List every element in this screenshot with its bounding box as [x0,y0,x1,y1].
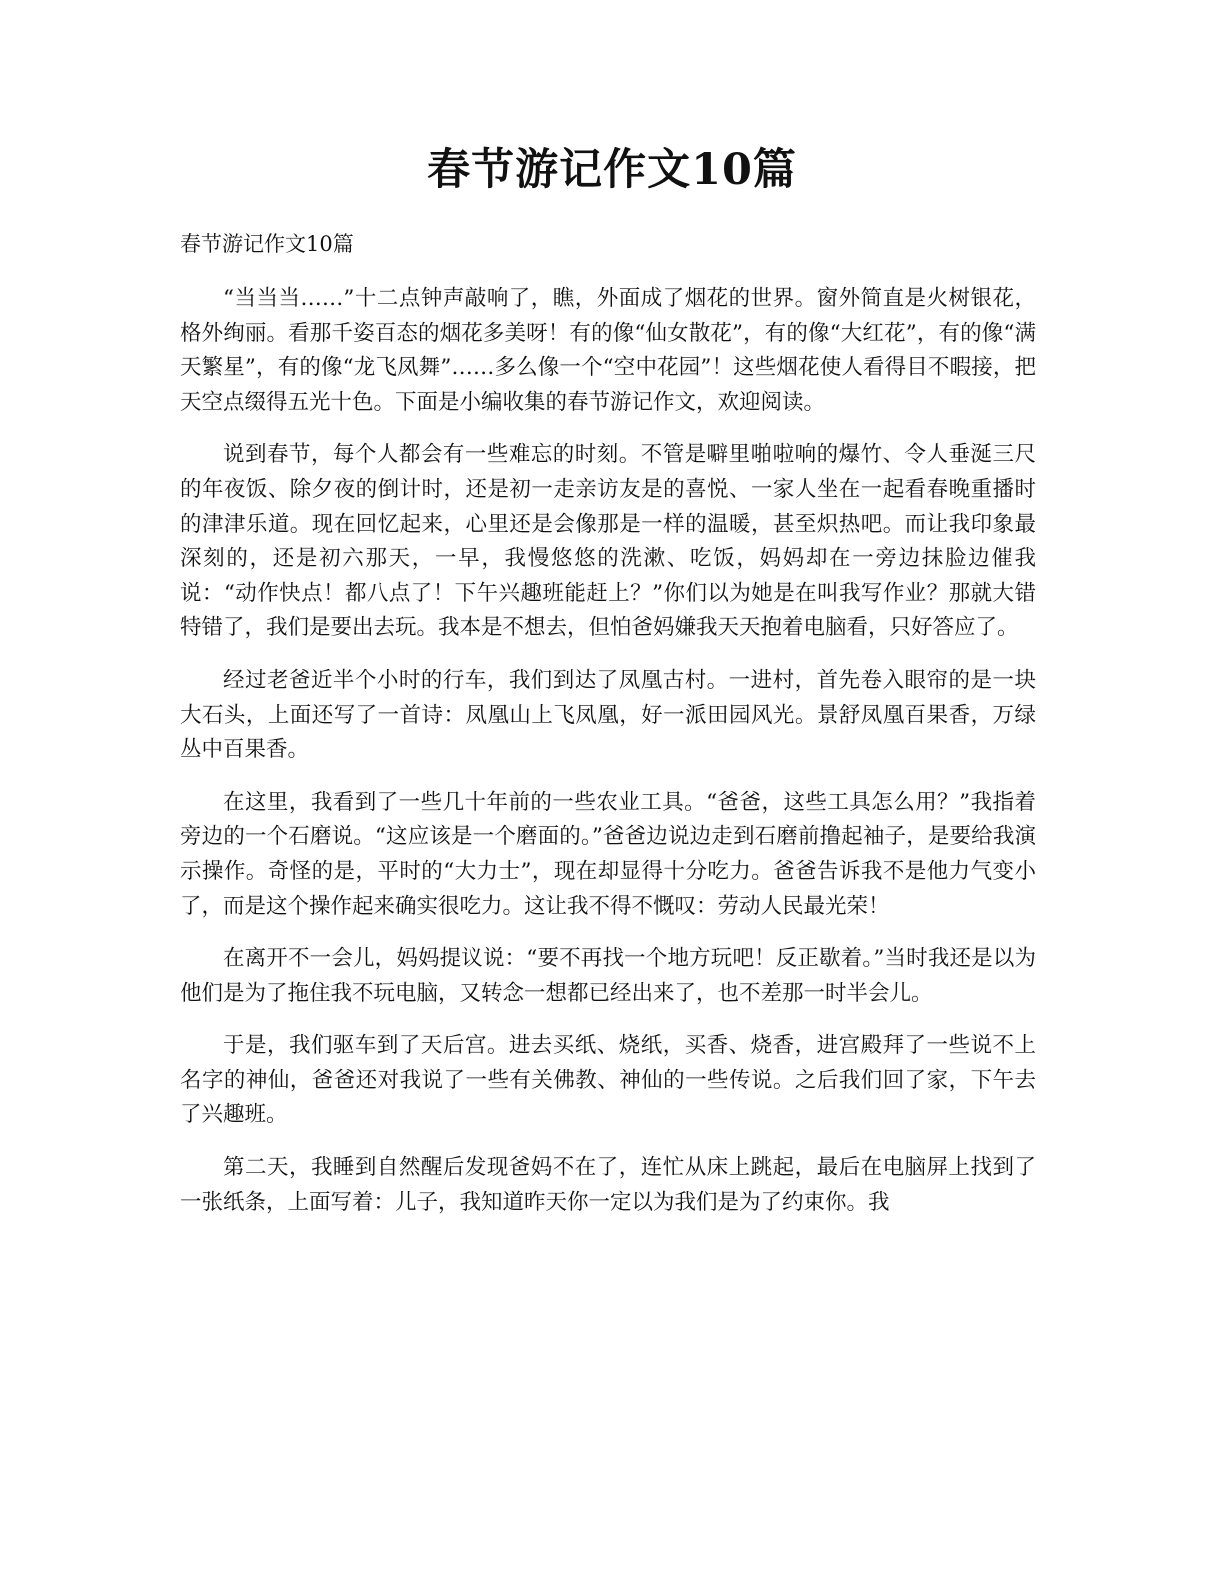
paragraph: 在这里，我看到了一些几十年前的一些农业工具。“爸爸，这些工具怎么用？”我指着旁边的一个石磨说。“这应该是一个磨面的。”爸爸边说边走到石磨前撸起袖子，是要给我演示操作。奇怪的是，平时的“大力士”，现在却显得十分吃力。爸爸告诉我不是他力气变小了，而是这个操作起来确实很吃力。这让我不得不慨叹：劳动人民最光荣！ [180,789,1036,919]
paragraph: 在离开不一会儿，妈妈提议说：“要不再找一个地方玩吧！反正歇着。”当时我还是以为他们是为了拖住我不玩电脑，又转念一想都已经出来了，也不差那一时半会儿。 [180,946,1036,1006]
document-title: 春节游记作文10篇 [427,145,797,195]
paragraph: 于是，我们驱车到了天后宫。进去买纸、烧纸，买香、烧香，进宫殿拜了一些说不上名字的神仙，爸爸还对我说了一些有关佛教、神仙的一些传说。之后我们回了家，下午去了兴趣班。 [180,1033,1036,1128]
document-subtitle: 春节游记作文10篇 [180,232,354,256]
paragraph: “当当当……”十二点钟声敲响了，瞧，外面成了烟花的世界。窗外简直是火树银花，格外绚丽。看那千姿百态的烟花多美呀！有的像“仙女散花”，有的像“大红花”，有的像“满天繁星”，有的像“龙飞凤舞”……多么像一个“空中花园”！这些烟花使人看得目不暇接，把天空点缀得五光十色。下面是小编收集的春节游记作文，欢迎阅读。 [180,286,1036,415]
paragraph: 说到春节，每个人都会有一些难忘的时刻。不管是噼里啪啦响的爆竹、令人垂涎三尺的年夜饭、除夕夜的倒计时，还是初一走亲访友是的喜悦、一家人坐在一起看春晚重播时的津津乐道。现在回忆起来，心里还是会像那是一样的温暖，甚至炽热吧。而让我印象最深刻的，还是初六那天，一早，我慢悠悠的洗漱、吃饭，妈妈却在一旁边抹脸边催我说：“动作快点！都八点了！下午兴趣班能赶上？”你们以为她是在叫我写作业？那就大错特错了，我们是要出去玩。我本是不想去，但怕爸妈嫌我天天抱着电脑看，只好答应了。 [180,442,1036,641]
paragraph: 第二天，我睡到自然醒后发现爸妈不在了，连忙从床上跳起，最后在电脑屏上找到了一张纸条，上面写着：儿子，我知道昨天你一定以为我们是为了约束你。我 [180,1155,1036,1215]
paragraph: 经过老爸近半个小时的行车，我们到达了凤凰古村。一进村，首先卷入眼帘的是一块大石头，上面还写了一首诗：凤凰山上飞凤凰，好一派田园风光。景舒凤凰百果香，万绿丛中百果香。 [180,667,1036,763]
document-body [180,282,1036,1238]
